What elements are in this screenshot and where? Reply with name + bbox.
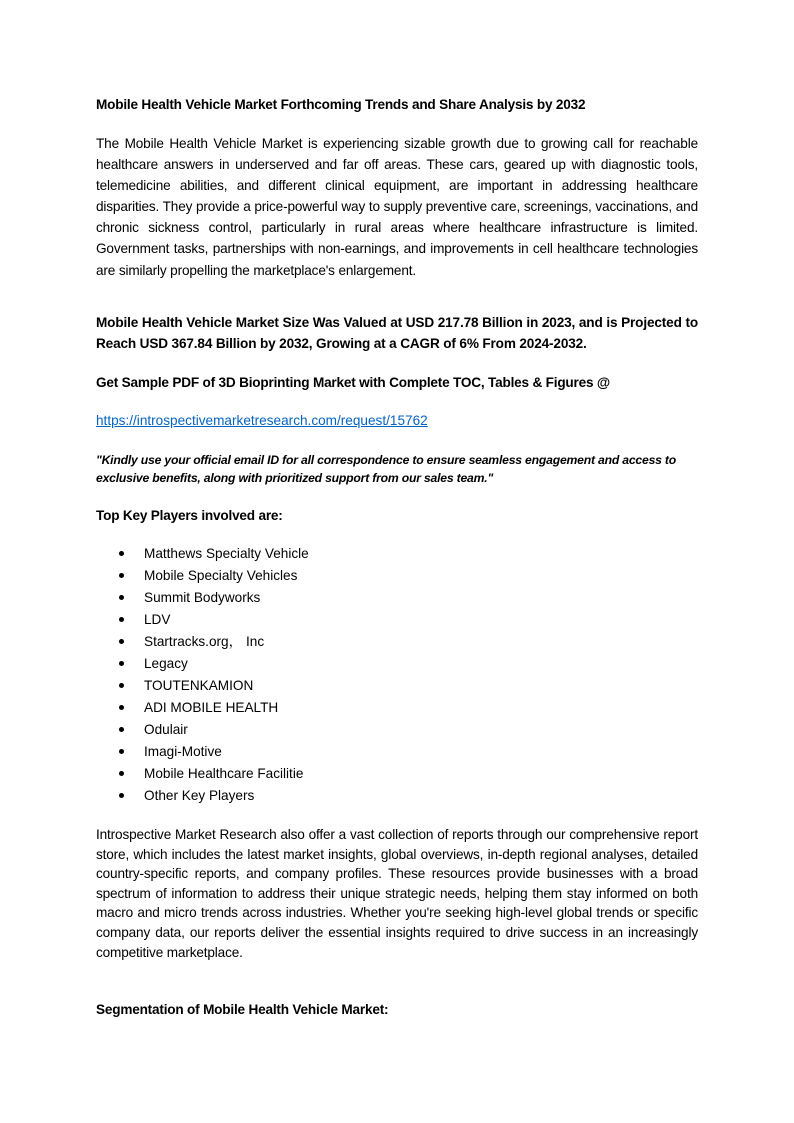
list-item: Mobile Specialty Vehicles bbox=[96, 565, 698, 587]
list-item: ADI MOBILE HEALTH bbox=[96, 697, 698, 719]
segmentation-heading: Segmentation of Mobile Health Vehicle Market: bbox=[96, 1002, 389, 1017]
about-paragraph: Introspective Market Research also offer a vast collection of reports through our comprehensive report store, which includes the latest market insights, global overviews, in-depth regional analyses, detailed country-specific reports, and company profiles. These resources provide businesses with a broad spectrum of information to address their unique strategic needs, helping them stay informed on both macro and micro trends across industries. Whether you're seeking high-level global trends or specific company data, our reports deliver the essential insights required to drive success in an increasingly competitive marketplace. bbox=[96, 827, 698, 960]
list-item: Odulair bbox=[96, 719, 698, 741]
intro-paragraph: The Mobile Health Vehicle Market is experiencing sizable growth due to growing call for reachable healthcare answers in underserved and far off areas. These cars, geared up with diagnostic tools, telemedicine abilities, and different clinical equipment, are important in addressing healthcare disparities. They provide a price-powerful way to supply preventive care, screenings, vaccinations, and chronic sickness control, particularly in rural areas where healthcare infrastructure is limited. Government tasks, partnerships with non-earnings, and improvements in cell healthcare technologies are similarly propelling the marketplace's enlargement. bbox=[96, 136, 698, 278]
list-item: TOUTENKAMION bbox=[96, 675, 698, 697]
list-item: LDV bbox=[96, 609, 698, 631]
email-notice: "Kindly use your official email ID for all correspondence to ensure seamless engagement and access to exclusive benefits, along with prioritized support from our sales team." bbox=[96, 453, 677, 485]
list-item: Other Key Players bbox=[96, 785, 698, 807]
list-item: Matthews Specialty Vehicle bbox=[96, 543, 698, 565]
key-players-list bbox=[96, 543, 698, 807]
sample-request-link[interactable]: https://introspectivemarketresearch.com/request/15762 bbox=[96, 413, 428, 428]
market-size-paragraph: Mobile Health Vehicle Market Size Was Valued at USD 217.78 Billion in 2023, and is Projected to Reach USD 367.84 Billion by 2032, Growing at a CAGR of 6% From 2024-2032. bbox=[96, 315, 698, 352]
players-heading: Top Key Players involved are: bbox=[96, 508, 283, 523]
list-item: Legacy bbox=[96, 653, 698, 675]
document-title: Mobile Health Vehicle Market Forthcoming Trends and Share Analysis by 2032 bbox=[96, 97, 586, 112]
list-item: Startracks.org， Inc bbox=[96, 631, 698, 653]
list-item: Imagi-Motive bbox=[96, 741, 698, 763]
list-item: Mobile Healthcare Facilitie bbox=[96, 763, 698, 785]
list-item: Summit Bodyworks bbox=[96, 587, 698, 609]
sample-heading: Get Sample PDF of 3D Bioprinting Market with Complete TOC, Tables & Figures @ bbox=[96, 375, 610, 390]
